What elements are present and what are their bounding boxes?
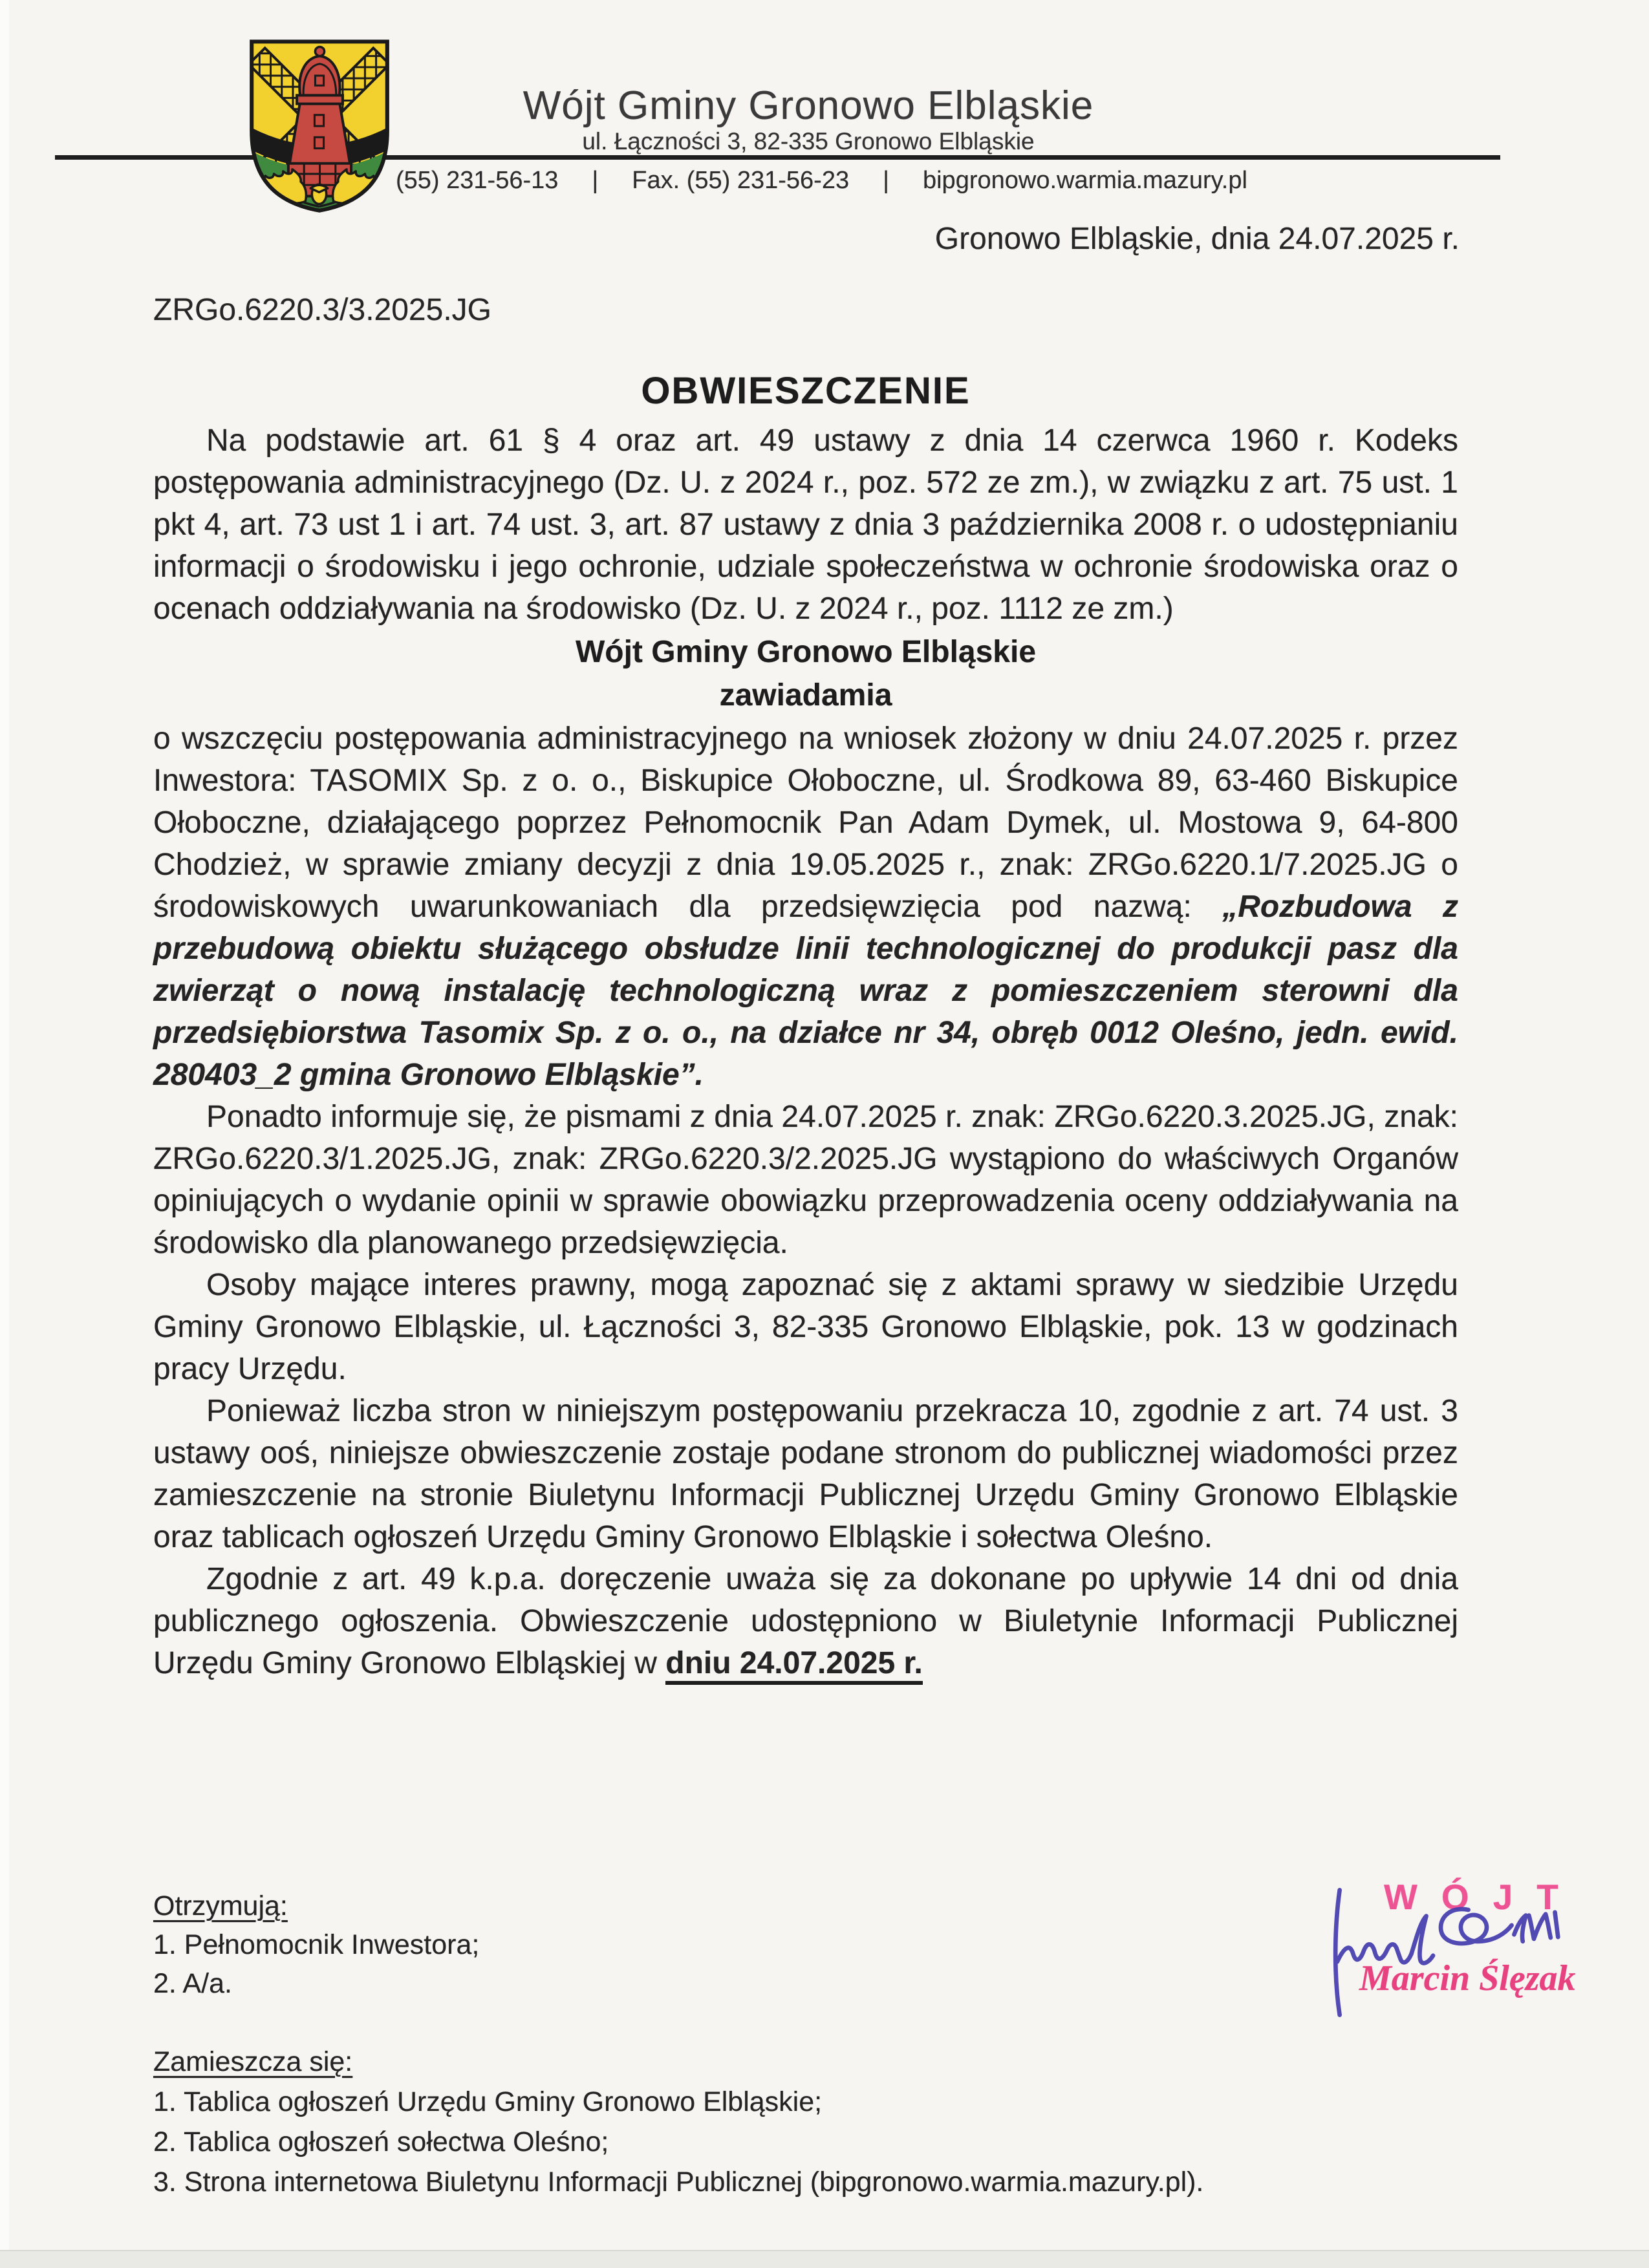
paragraph-public-notice: Ponieważ liczba stron w niniejszym postępowaniu przekracza 10, zgodnie z art. 74 ust. 3 ustawy ooś, niniejsze obwieszczenie zostaje podane stronom do publicznej wiadomości przez zamieszczenie na stronie Biuletynu Informacji Publicznej Urzędu Gminy Gronowo Elbląskie oraz tablicach ogłoszeń Urzędu Gminy Gronowo Elbląskie i sołectwa Oleśno.	[153, 1394, 1458, 1554]
posting-list	[153, 2042, 1203, 2202]
date-line: Gronowo Elbląskie, dnia 24.07.2025 r.	[934, 222, 1460, 256]
org-name: Wójt Gminy Gronowo Elbląskie	[523, 83, 1094, 128]
mayor-title-stamp: WÓJT	[1384, 1877, 1582, 1917]
contact-line	[396, 167, 1353, 195]
paragraph-delivery	[153, 1558, 1458, 1684]
signature-block	[1319, 1856, 1597, 2024]
mayor-name-stamp: Marcin Ślęzak	[1359, 1958, 1576, 1998]
list-item: 1. Tablica ogłoszeń Urzędu Gminy Gronowo Elbląskie;	[153, 2086, 823, 2117]
list-item: 3. Strona internetowa Biuletynu Informacji Publicznej (bipgronowo.warmia.mazury.pl).	[153, 2166, 1204, 2198]
paragraph-opinions: Ponadto informuje się, że pismami z dnia 24.07.2025 r. znak: ZRGo.6220.3.2025.JG, znak: ZRGo.6220.3/1.2025.JG, znak: ZRGo.6220.3/2.2025.JG wystąpiono do właściwych Organów opiniujących o wydanie opinii w sprawie obowiązku przeprowadzenia oceny oddziaływania na środowisko dla planowanego przedsięwzięcia.	[153, 1100, 1458, 1260]
paragraph-delivery-text: Zgodnie z art. 49 k.p.a. doręczenie uważa się za dokonane po upływie 14 dni od dnia publicznego ogłoszenia. Obwieszczenie udostępniono w Biuletynie Informacji Publicznej Urzędu Gminy Gronowo Elbląskiej w	[153, 1562, 1458, 1680]
project-name-quote: „Rozbudowa z przebudową obiektu służącego obsłudze linii technologicznej do produkcji pasz dla zwierząt o nową instalację technologiczną wraz z pomieszczeniem sterowni dla przedsiębiorstwa Tasomix Sp. z o. o., na działce nr 34, obręb 0012 Oleśno, jedn. ewid. 280403_2 gmina Gronowo Elbląskie”.	[153, 890, 1458, 1092]
recipients-heading: Otrzymują:	[153, 1890, 288, 1921]
scan-edge-artifact	[0, 2250, 1649, 2268]
phone-number: (55) 231-56-13	[396, 167, 559, 194]
paragraph-access-to-files: Osoby mające interes prawny, mogą zapoznać się z aktami sprawy w siedzibie Urzędu Gminy Gronowo Elbląskie, ul. Łączności 3, 82-335 Gronowo Elbląskie, pok. 13 w godzinach pracy Urzędu.	[153, 1268, 1458, 1386]
fax-number: Fax. (55) 231-56-23	[632, 167, 850, 194]
list-item: 2. A/a.	[153, 1968, 232, 1999]
org-address: ul. Łączności 3, 82-335 Gronowo Elbląskie	[582, 128, 1035, 155]
list-item: 2. Tablica ogłoszeń sołectwa Oleśno;	[153, 2126, 609, 2157]
list-item: 1. Pełnomocnik Inwestora;	[153, 1929, 480, 1960]
coat-of-arms-icon	[242, 34, 396, 217]
heading-authority: Wójt Gminy Gronowo Elbląskie	[575, 635, 1037, 669]
recipients-list	[153, 1887, 479, 2003]
paragraph-legal-basis: Na podstawie art. 61 § 4 oraz art. 49 ustawy z dnia 14 czerwca 1960 r. Kodeks postępowania administracyjnego (Dz. U. z 2024 r., poz. 572 ze zm.), w związku z art. 75 ust. 1 pkt 4, art. 73 ust 1 i art. 74 ust. 3, art. 87 ustawy z dnia 3 października 2008 r. o udostępnianiu informacji o środowisku i jego ochronie, udziale społeczeństwa w ochronie środowiska oraz o ocenach oddziaływania na środowisko (Dz. U. z 2024 r., poz. 1112 ze zm.)	[153, 423, 1458, 626]
document-body	[153, 370, 1458, 1684]
paragraph-proceeding-text: o wszczęciu postępowania administracyjnego na wniosek złożony w dniu 24.07.2025 r. przez Inwestora: TASOMIX Sp. z o. o., Biskupice Ołoboczne, ul. Środkowa 89, 63-460 Biskupice Ołoboczne, działającego poprzez Pełnomocnik Pan Adam Dymek, ul. Mostowa 9, 64-800 Chodzież, w sprawie zmiany decyzji z dnia 19.05.2025 r., znak: ZRGo.6220.1/7.2025.JG o środowiskowych uwarunkowaniach dla przedsięwzięcia pod nazwą:	[153, 722, 1458, 924]
document-title: OBWIESZCZENIE	[641, 370, 971, 412]
paragraph-proceeding	[153, 718, 1458, 1096]
separator: |	[883, 167, 889, 194]
website-url: bipgronowo.warmia.mazury.pl	[922, 167, 1247, 194]
scan-edge-artifact	[0, 0, 9, 2268]
handwritten-signature	[1319, 1881, 1578, 2024]
publication-date-emphasis: dniu 24.07.2025 r.	[665, 1646, 923, 1685]
separator: |	[592, 167, 599, 194]
posting-heading: Zamieszcza się:	[153, 2046, 353, 2077]
case-reference: ZRGo.6220.3/3.2025.JG	[153, 293, 491, 327]
heading-notifies: zawiadamia	[719, 678, 892, 712]
